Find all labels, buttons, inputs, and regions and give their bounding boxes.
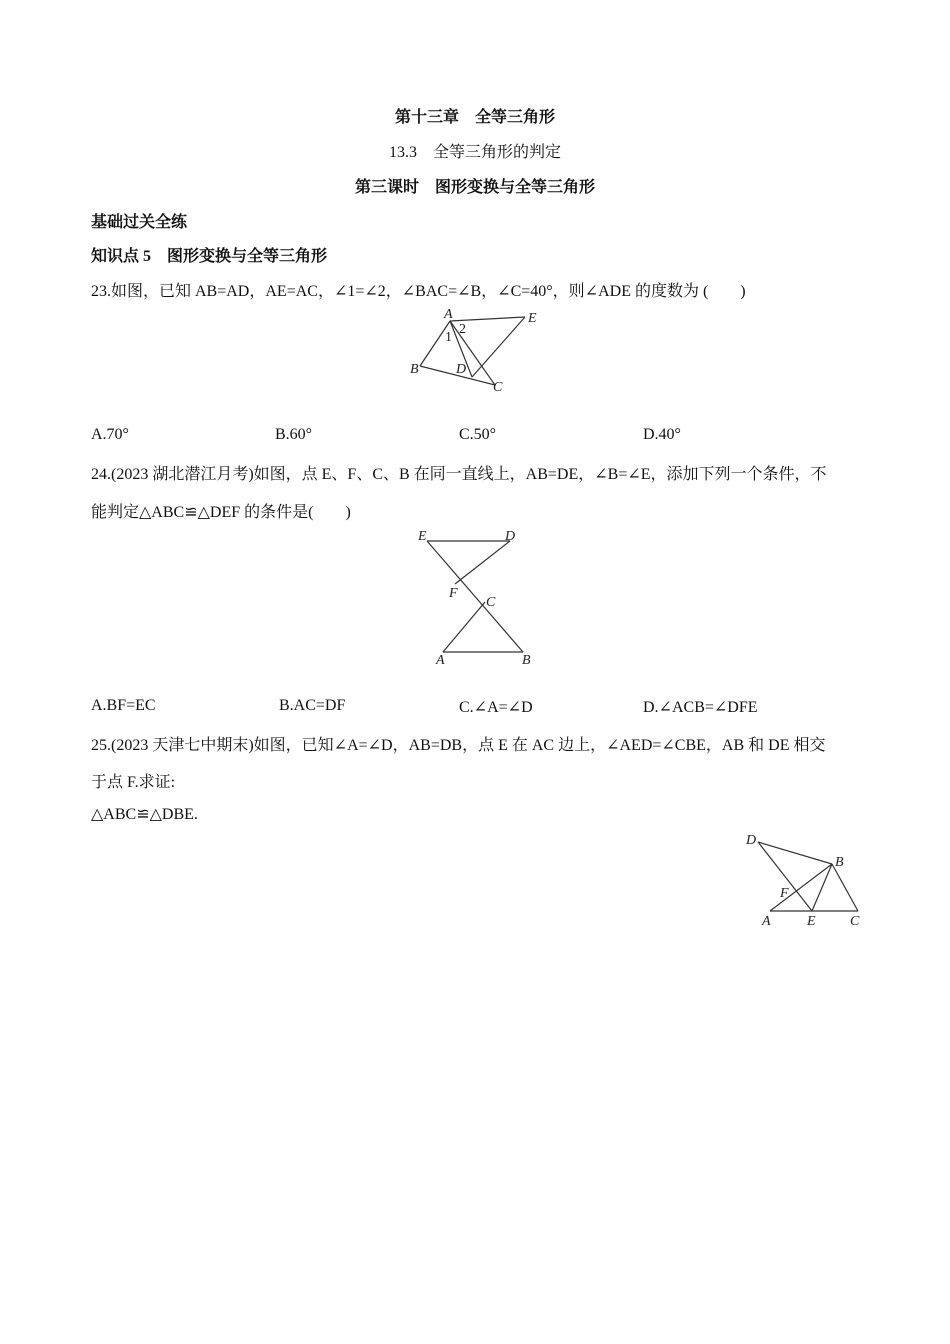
q24-segment-CA	[443, 602, 485, 652]
q23-segment-DE	[472, 317, 525, 377]
q23-label-D: D	[456, 362, 467, 377]
knowledge-point-title	[91, 243, 327, 266]
q23-label-E: E	[528, 311, 537, 326]
q23-label-angle-1: 1	[445, 330, 452, 345]
q24-segment-EB	[427, 541, 523, 652]
q25-stem-line2: 于点 F.求证:	[91, 774, 176, 791]
q24-label-F: F	[449, 586, 458, 601]
q25-stem-line1: 25.(2023 天津七中期末)如图，已知∠A=∠D，AB=DB，点 E 在 AC 边上，∠AED=∠CBE，AB 和 DE 相交	[91, 737, 826, 754]
q24-label-D: D	[505, 529, 516, 544]
practice-title: 基础过关全练	[91, 214, 188, 231]
q25-label-A: A	[762, 914, 771, 929]
q24-stem-line1: 24.(2023 湖北潜江月考)如图，点 E、F、C、B 在同一直线上，AB=DE，∠B=∠E，添加下列一个条件，不	[91, 466, 827, 483]
q23-label-A: A	[444, 307, 453, 322]
q24-label-B: B	[522, 653, 531, 668]
q23-option-d: D.40°	[643, 426, 681, 443]
q25-stem-line3: △ABC≌△DBE.	[91, 806, 198, 823]
q25-figure	[740, 828, 865, 930]
q24-option-b: B.AC=DF	[279, 697, 346, 714]
q24-label-E: E	[418, 529, 427, 544]
q25-label-E: E	[807, 914, 816, 929]
section-title	[0, 139, 950, 162]
section-title-text: 13.3 全等三角形的判定	[388, 144, 561, 161]
q23-option-a: A.70°	[91, 426, 129, 443]
chapter-title: 第十三章 全等三角形	[394, 109, 555, 126]
q23-label-B: B	[410, 362, 419, 377]
q25-label-C: C	[850, 914, 860, 929]
q23-stem: 23.如图，已知 AB=AD，AE=AC，∠1=∠2，∠BAC=∠B，∠C=40°，则∠ADE 的度数为 ( )	[91, 283, 746, 300]
knowledge-point-text: 知识点 5 图形变换与全等三角形	[91, 248, 328, 265]
q23-option-c: C.50°	[459, 426, 497, 443]
q24-option-d: D.∠ACB=∠DFE	[643, 699, 758, 716]
q24-label-A: A	[436, 653, 445, 668]
q23-figure	[400, 305, 550, 397]
q24-stem-line2: 能判定△ABC≌△DEF 的条件是( )	[91, 504, 351, 521]
q23-segment-AE	[450, 317, 525, 321]
q25-label-F: F	[780, 886, 789, 901]
q23-option-b: B.60°	[275, 426, 313, 443]
q24-figure	[405, 522, 545, 670]
q24-segment-DF	[455, 541, 510, 584]
q25-segment-BC	[832, 864, 858, 911]
q24-option-c: C.∠A=∠D	[459, 699, 533, 716]
q25-label-D: D	[746, 833, 757, 848]
q24-option-a: A.BF=EC	[91, 697, 156, 714]
q25-label-B: B	[835, 855, 844, 870]
q23-label-angle-2: 2	[459, 322, 466, 337]
q23-label-C: C	[493, 380, 503, 395]
lesson-title: 第三课时 图形变换与全等三角形	[354, 179, 595, 196]
q25-segment-DB	[758, 842, 832, 864]
q24-label-C: C	[486, 595, 496, 610]
